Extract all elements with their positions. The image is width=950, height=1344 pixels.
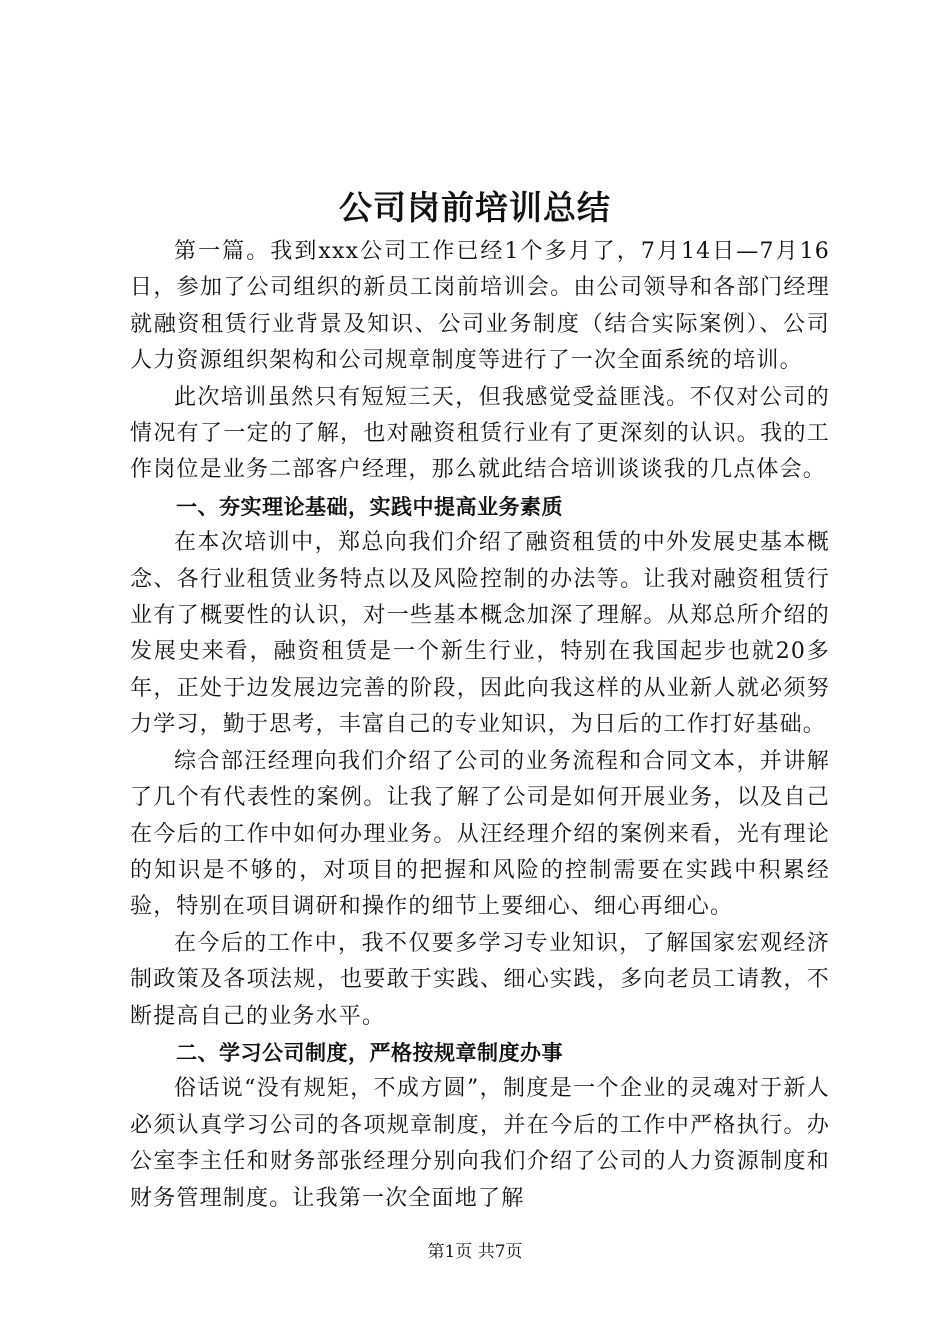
section-heading: 一、夯实理论基础，实践中提高业务素质 <box>176 494 563 519</box>
paragraph: 综合部汪经理向我们介绍了公司的业务流程和合同文本，并讲解了几个有代表性的案例。让我了解了公司是如何开展业务，以及自己在今后的工作中如何办理业务。从汪经理介绍的案例来看，光有理论的知识是不够的，对项目的把握和风险的控制需要在实践中积累经验，特别在项目调研和操作的细节上要细心、细心再细心。 <box>130 748 830 920</box>
document-body <box>130 234 830 1217</box>
paragraph: 在今后的工作中，我不仅要多学习专业知识，了解国家宏观经济制政策及各项法规，也要敢于实践、细心实践，多向老员工请教，不断提高自己的业务水平。 <box>130 930 830 1029</box>
page-footer: 第1页 共7页 <box>427 1242 523 1262</box>
document-title: 公司岗前培训总结 <box>339 188 611 227</box>
paragraph: 在本次培训中，郑总向我们介绍了融资租赁的中外发展史基本概念、各行业租赁业务特点以及风险控制的办法等。让我对融资租赁行业有了概要性的认识，对一些基本概念加深了理解。从郑总所介绍的发展史来看，融资租赁是一个新生行业，特别在我国起步也就20多年，正处于边发展边完善的阶段，因此向我这样的从业新人就必须努力学习，勤于思考，丰富自己的专业知识，为日后的工作打好基础。 <box>130 530 830 738</box>
paragraph: 此次培训虽然只有短短三天，但我感觉受益匪浅。不仅对公司的情况有了一定的了解，也对融资租赁行业有了更深刻的认识。我的工作岗位是业务二部客户经理，那么就此结合培训谈谈我的几点体会。 <box>130 384 830 483</box>
section-heading: 二、学习公司制度，严格按规章制度办事 <box>176 1040 563 1065</box>
paragraph: 第一篇。我到xxx公司工作已经1个多月了，7月14日—7月16日，参加了公司组织的新员工岗前培训会。由公司领导和各部门经理就融资租赁行业背景及知识、公司业务制度（结合实际案例）、公司人力资源组织架构和公司规章制度等进行了一次全面系统的培训。 <box>130 239 830 374</box>
paragraph: 俗话说“没有规矩，不成方圆”，制度是一个企业的灵魂对于新人必须认真学习公司的各项规章制度，并在今后的工作中严格执行。办公室李主任和财务部张经理分别向我们介绍了公司的人力资源制度和财务管理制度。让我第一次全面地了解 <box>130 1076 830 1211</box>
